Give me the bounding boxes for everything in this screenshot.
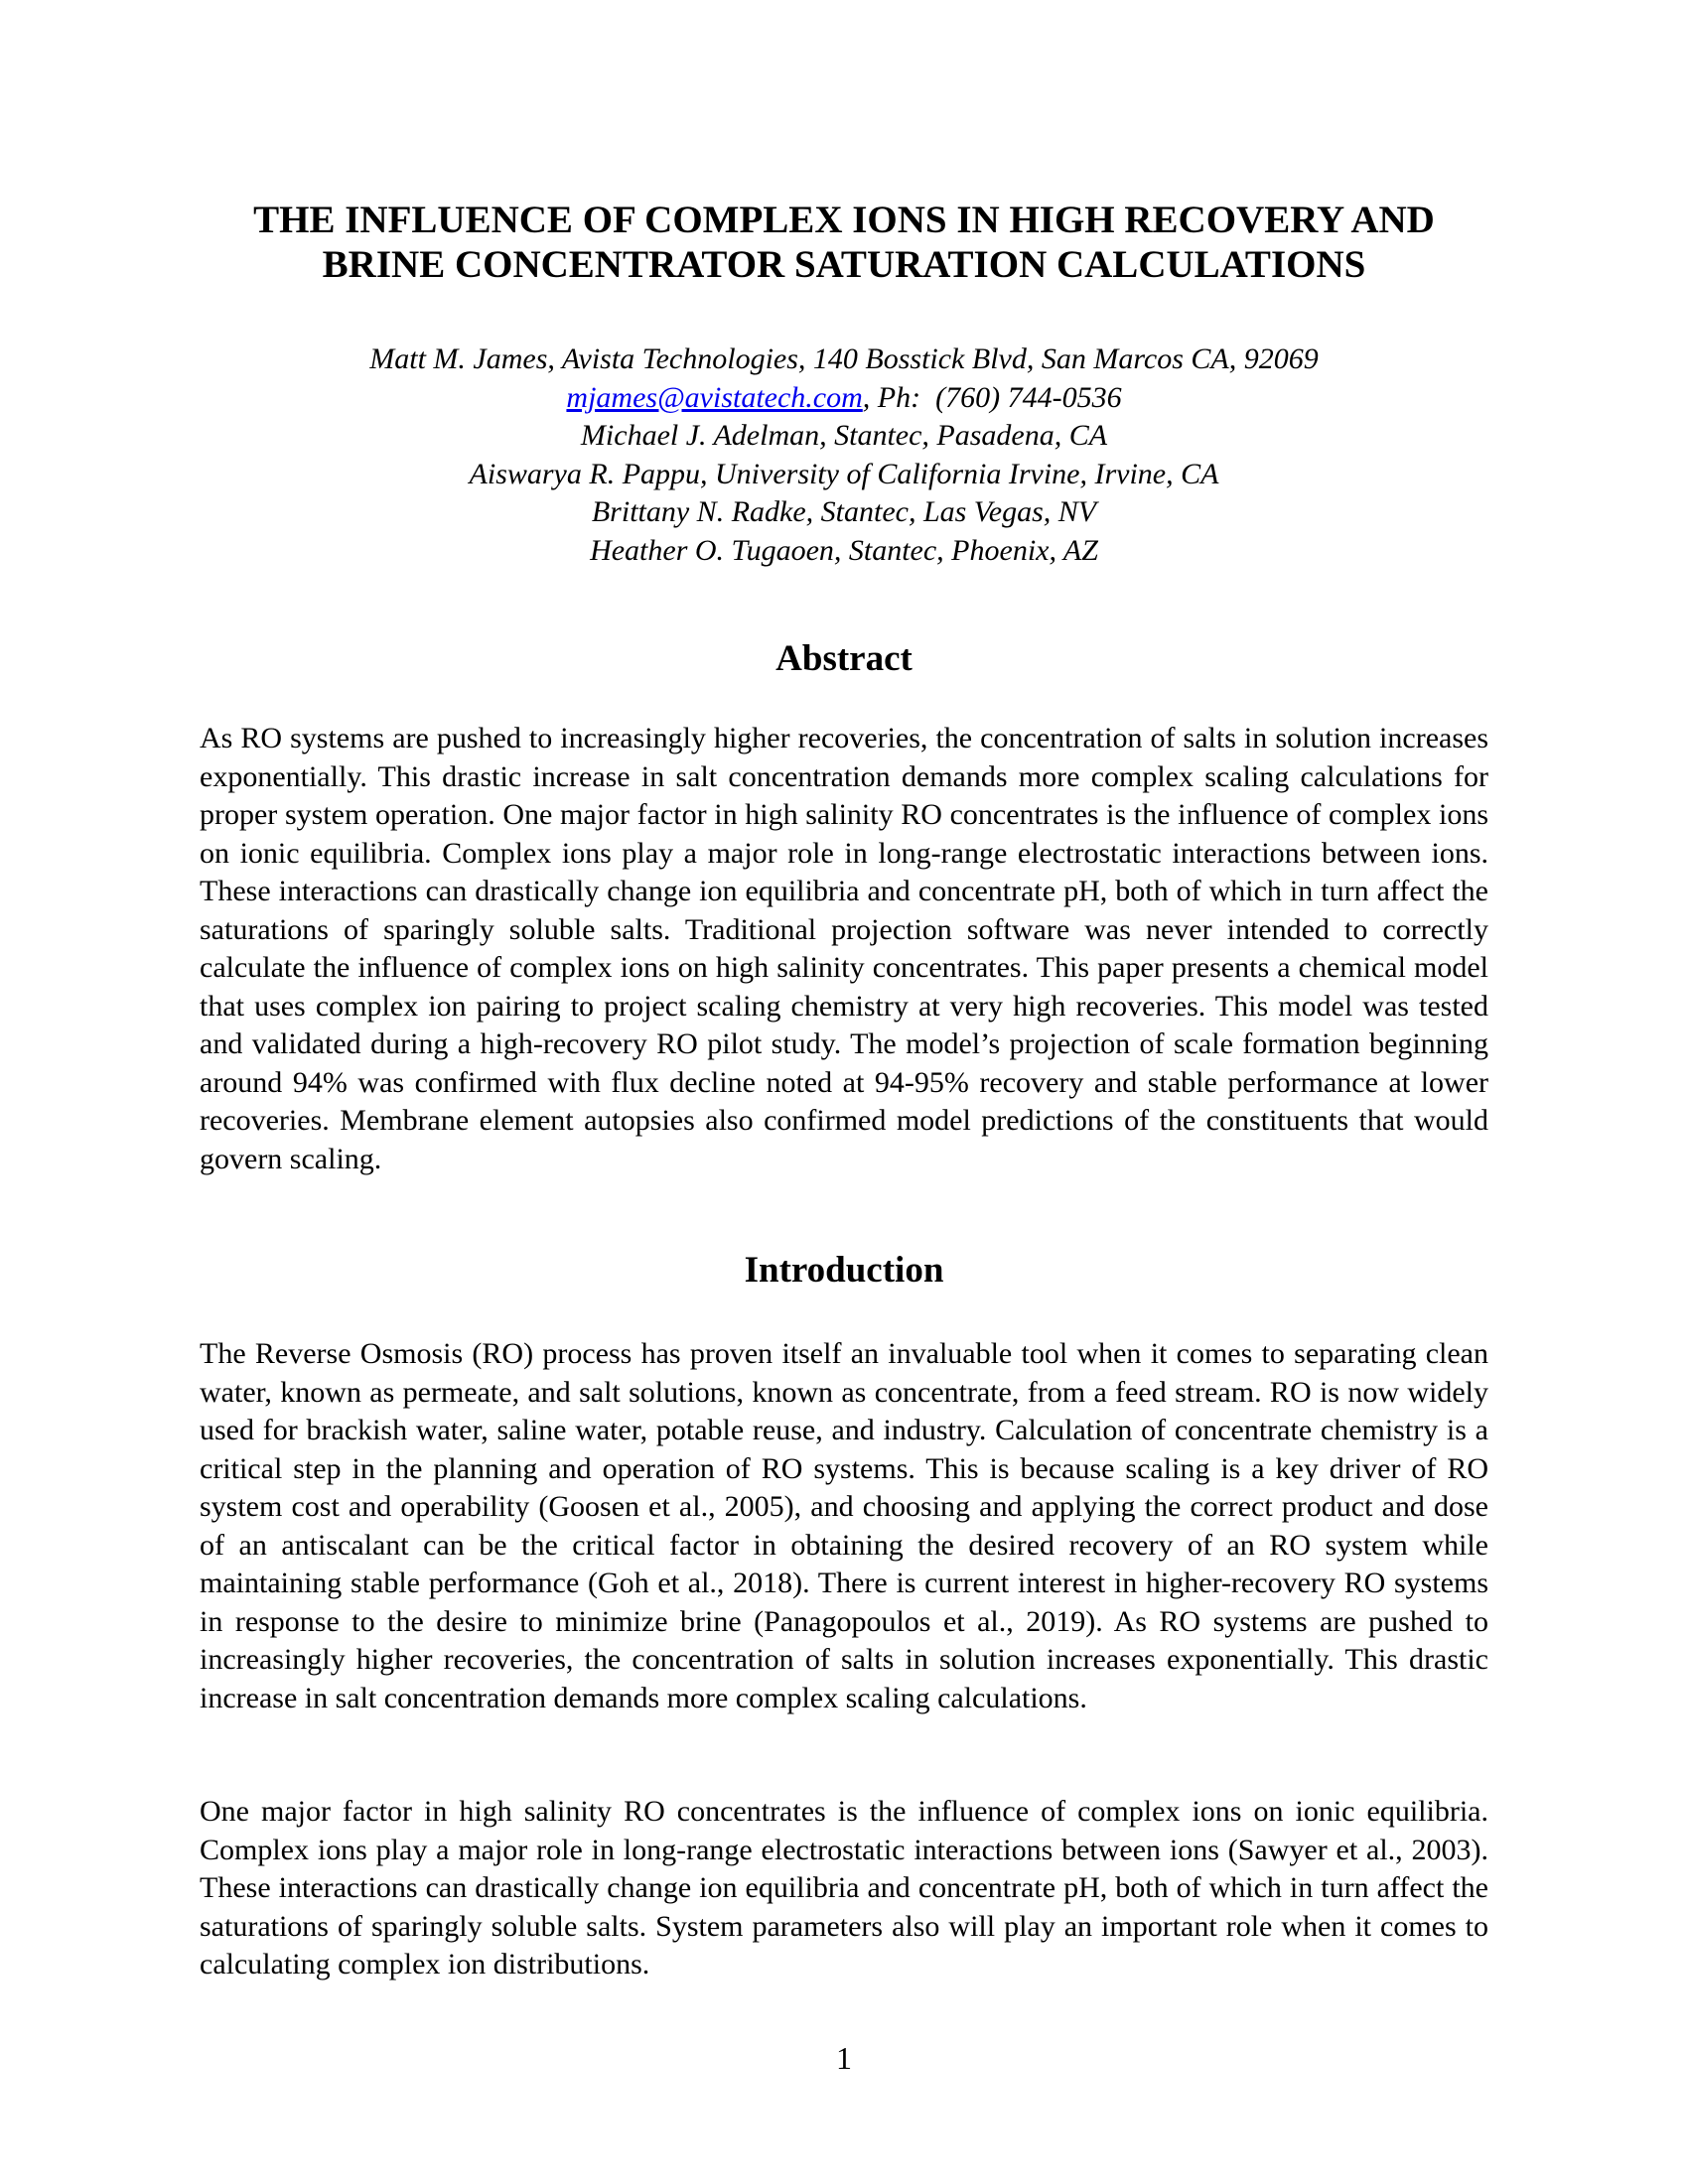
author-block — [199, 341, 1489, 570]
page-number: 1 — [836, 2040, 852, 2076]
introduction-paragraph-1: The Reverse Osmosis (RO) process has proven itself an invaluable tool when it comes to separating clean water, known as permeate, and salt solutions, known as concentrate, from a feed stream. RO is now widely used for brackish water, saline water, potable reuse, and industry. Calculation of concentrate chemistry is a critical step in the planning and operation of RO systems. This is because scaling is a key driver of RO system cost and operability (Goosen et al., 2005), and choosing and applying the correct product and dose of an antiscalant can be the critical factor in obtaining the desired recovery of an RO system while maintaining stable performance (Goh et al., 2018). There is current interest in higher-recovery RO systems in response to the desire to minimize brine (Panagopoulos et al., 2019). As RO systems are pushed to increasingly higher recoveries, the concentration of salts in solution increases exponentially. This drastic increase in salt concentration demands more complex scaling calculations. — [200, 1337, 1488, 1714]
abstract-paragraph: As RO systems are pushed to increasingly higher recoveries, the concentration of salts in solution increases exponentially. This drastic increase in salt concentration demands more complex scaling calculations for proper system operation. One major factor in high salinity RO concentrates is the influence of complex ions on ionic equilibria. Complex ions play a major role in long-range electrostatic interactions between ions. These interactions can drastically change ion equilibria and concentrate pH, both of which in turn affect the saturations of sparingly soluble salts. Traditional projection software was never intended to correctly calculate the influence of complex ions on high salinity concentrates. This paper presents a chemical model that uses complex ion pairing to project scaling chemistry at very high recoveries. This model was tested and validated during a high-recovery RO pilot study. The model’s projection of scale formation beginning around 94% was confirmed with flux decline noted at 94-95% recovery and stable performance at lower recoveries. Membrane element autopsies also confirmed model predictions of the constituents that would govern scaling. — [200, 722, 1488, 1175]
paper-title-line1: THE INFLUENCE OF COMPLEX IONS IN HIGH RECOVERY AND — [253, 199, 1435, 241]
author-line-radke: Brittany N. Radke, Stantec, Las Vegas, NV — [591, 495, 1097, 528]
author-line-tugaoen: Heather O. Tugaoen, Stantec, Phoenix, AZ — [590, 533, 1098, 567]
author-contact-line — [199, 379, 1489, 418]
paper-title-line2: BRINE CONCENTRATOR SATURATION CALCULATIONS — [322, 243, 1366, 286]
author-line-james: Matt M. James, Avista Technologies, 140 Bosstick Blvd, San Marcos CA, 92069 — [369, 342, 1319, 375]
phone-text: , Ph: (760) 744-0536 — [862, 380, 1122, 414]
author-line-pappu: Aiswarya R. Pappu, University of California Irvine, Irvine, CA — [469, 457, 1219, 490]
introduction-heading: Introduction — [744, 1250, 944, 1291]
abstract-heading: Abstract — [775, 638, 913, 679]
introduction-paragraph-2: One major factor in high salinity RO concentrates is the influence of complex ions on ionic equilibria. Complex ions play a major role in long-range electrostatic interactions between ions (Sawyer et al., 2003). These interactions can drastically change ion equilibria and concentrate pH, both of which in turn affect the saturations of sparingly soluble salts. System parameters also will play an important role when it comes to calculating complex ion distributions. — [200, 1795, 1488, 1980]
paper-title — [199, 198, 1489, 287]
email-link[interactable]: mjames@avistatech.com — [566, 380, 863, 414]
author-line-adelman: Michael J. Adelman, Stantec, Pasadena, CA — [580, 419, 1108, 452]
